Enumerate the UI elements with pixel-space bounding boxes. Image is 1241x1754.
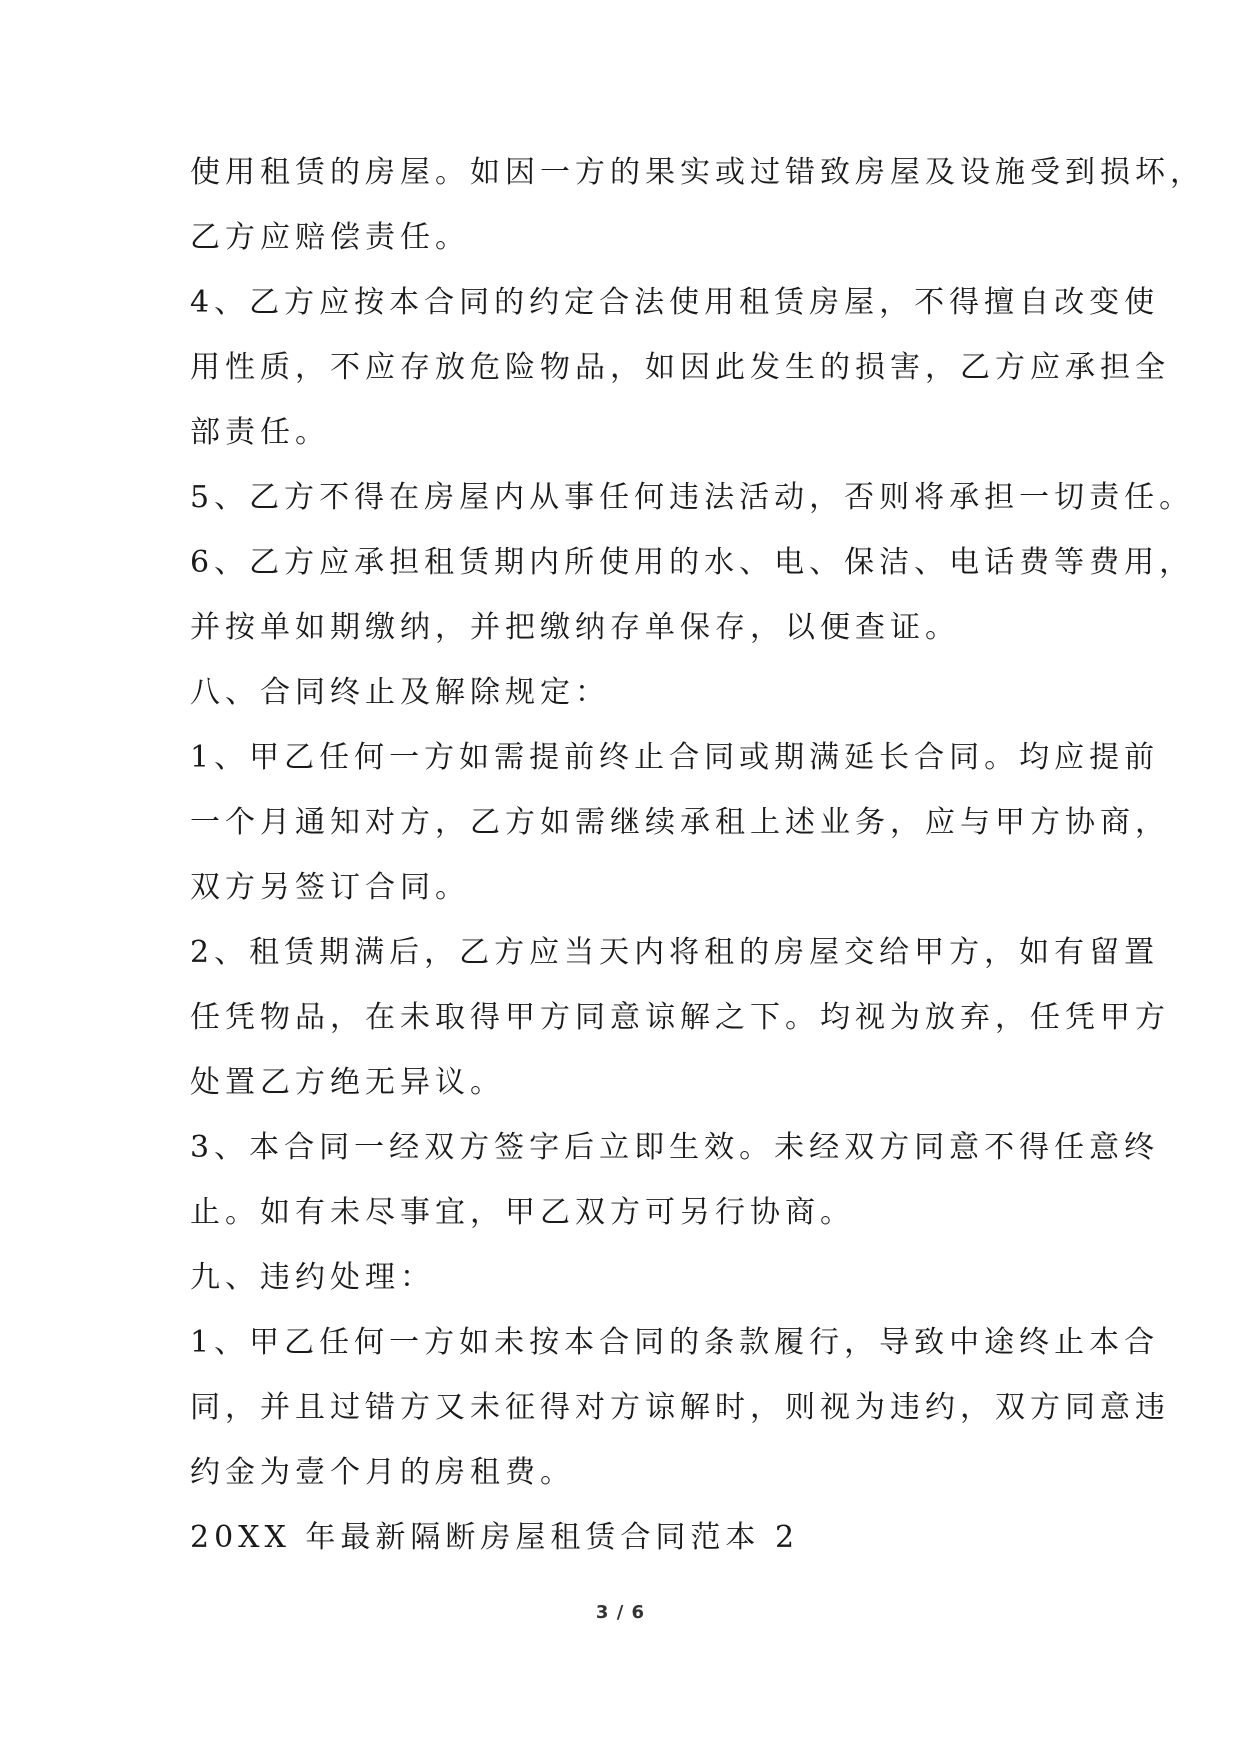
body-line: 用性质，不应存放危险物品，如因此发生的损害，乙方应承担全 [190,350,1170,385]
clause-5: 5、乙方不得在房屋内从事任何违法活动，否则将承担一切责任。 [190,480,1195,515]
body-line: 处置乙方绝无异议。 [190,1065,505,1100]
next-document-title: 20XX 年最新隔断房屋租赁合同范本 2 [190,1520,800,1555]
clause-8-2: 2、租赁期满后，乙方应当天内将租的房屋交给甲方，如有留置 [190,935,1160,970]
body-line: 双方另签订合同。 [190,870,470,905]
clause-8-1: 1、甲乙任何一方如需提前终止合同或期满延长合同。均应提前 [190,740,1160,775]
clause-4: 4、乙方应按本合同的约定合法使用租赁房屋，不得擅自改变使 [190,285,1160,320]
body-line: 一个月通知对方，乙方如需继续承租上述业务，应与甲方协商， [190,805,1170,840]
body-line: 止。如有未尽事宜，甲乙双方可另行协商。 [190,1195,855,1230]
body-line: 任凭物品，在未取得甲方同意谅解之下。均视为放弃，任凭甲方 [190,1000,1170,1035]
body-line: 约金为壹个月的房租费。 [190,1455,575,1490]
body-line: 乙方应赔偿责任。 [190,220,470,255]
clause-6: 6、乙方应承担租赁期内所使用的水、电、保洁、电话费等费用， [190,545,1195,580]
section-heading-8: 八、合同终止及解除规定： [190,675,610,710]
body-line: 并按单如期缴纳，并把缴纳存单保存，以便查证。 [190,610,960,645]
clause-8-3: 3、本合同一经双方签字后立即生效。未经双方同意不得任意终 [190,1130,1160,1165]
clause-9-1: 1、甲乙任何一方如未按本合同的条款履行，导致中途终止本合 [190,1325,1160,1360]
body-line: 使用租赁的房屋。如因一方的果实或过错致房屋及设施受到损坏， [190,155,1205,190]
document-body [190,140,1205,1570]
page-number: 3 / 6 [595,1602,646,1623]
body-line: 部责任。 [190,415,330,450]
body-line: 同，并且过错方又未征得对方谅解时，则视为违约，双方同意违 [190,1390,1170,1425]
section-heading-9: 九、违约处理： [190,1260,435,1295]
